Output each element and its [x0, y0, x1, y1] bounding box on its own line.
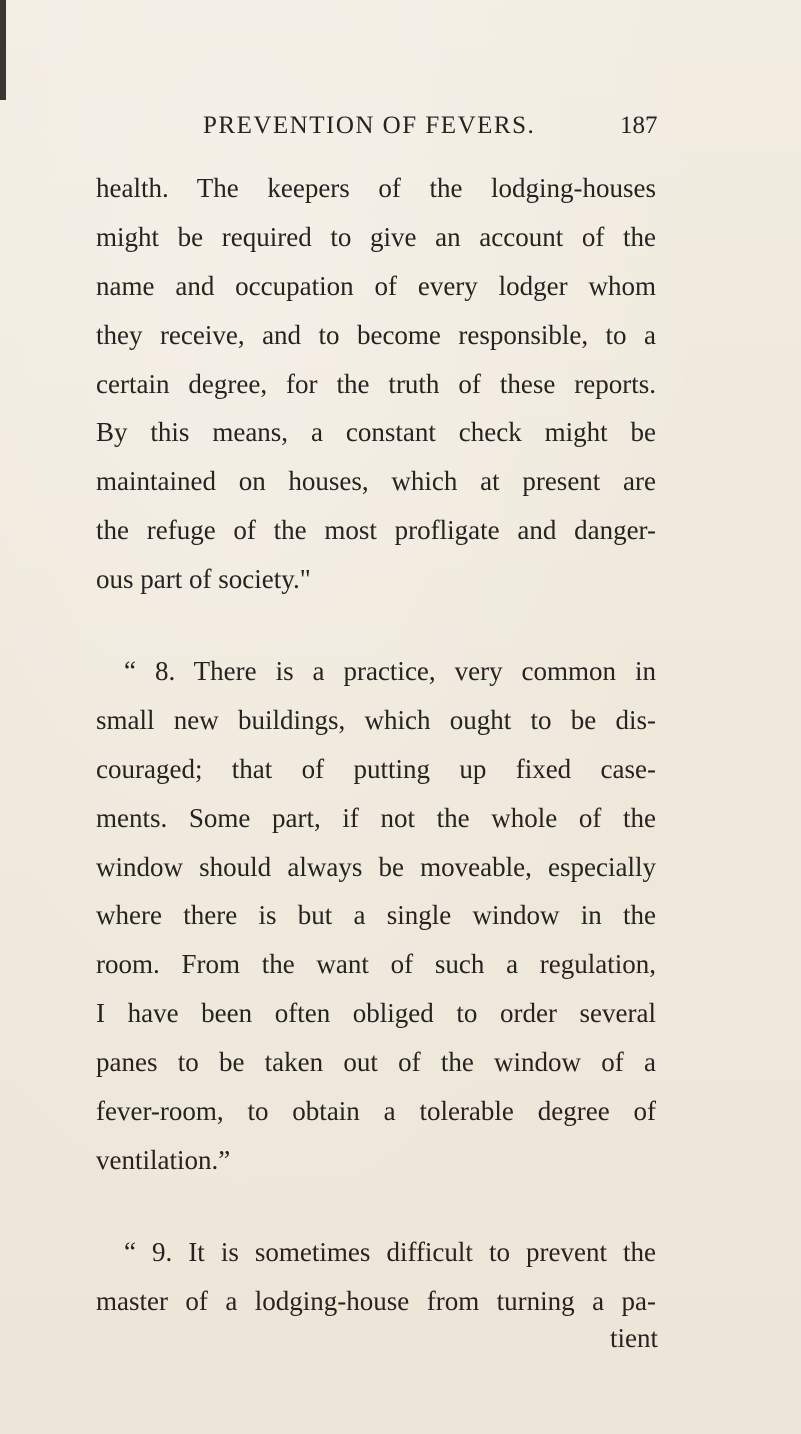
paragraph-3: [96, 1228, 656, 1326]
text-line: ous part of society.": [96, 564, 311, 595]
text-line: name and occupation of every lodger whom: [96, 270, 656, 301]
page-number: 187: [620, 112, 658, 139]
text-line: “ 8. There is a practice, very common in: [124, 656, 656, 687]
paragraph-gap: [96, 1185, 656, 1228]
text-line: maintained on houses, which at present are: [96, 466, 656, 497]
text-line: small new buildings, which ought to be dis-: [96, 704, 656, 735]
text-line: panes to be taken out of the window of a: [96, 1047, 656, 1078]
paragraph-2: [96, 647, 656, 1185]
text-line: they receive, and to become responsible, to a: [96, 319, 656, 350]
page-edge-shadow: [0, 0, 6, 100]
text-line: window should always be moveable, especially: [96, 851, 656, 882]
running-head-title: PREVENTION OF FEVERS.: [203, 112, 536, 139]
body-text: [96, 164, 656, 1326]
text-line: “ 9. It is sometimes difficult to prevent the: [124, 1236, 656, 1267]
text-line: room. From the want of such a regulation,: [96, 949, 656, 980]
paragraph-1: [96, 164, 656, 604]
paragraph-gap: [96, 604, 656, 647]
text-line: By this means, a constant check might be: [96, 417, 656, 448]
text-line: couraged; that of putting up fixed case-: [96, 753, 656, 784]
text-line: might be required to give an account of the: [96, 221, 656, 252]
text-line: certain degree, for the truth of these reports.: [96, 368, 656, 399]
text-line: health. The keepers of the lodging-houses: [96, 173, 656, 203]
text-line: where there is but a single window in the: [96, 900, 656, 931]
text-line: ventilation.”: [96, 1144, 231, 1175]
text-line: fever-room, to obtain a tolerable degree of: [96, 1096, 656, 1127]
text-line: I have been often obliged to order several: [96, 998, 656, 1029]
text-line: ments. Some part, if not the whole of the: [96, 802, 656, 833]
catchword: tient: [610, 1323, 658, 1353]
text-line: master of a lodging-house from turning a pa-: [96, 1285, 656, 1316]
text-line: the refuge of the most profligate and danger-: [96, 515, 656, 546]
running-head: [0, 104, 801, 144]
